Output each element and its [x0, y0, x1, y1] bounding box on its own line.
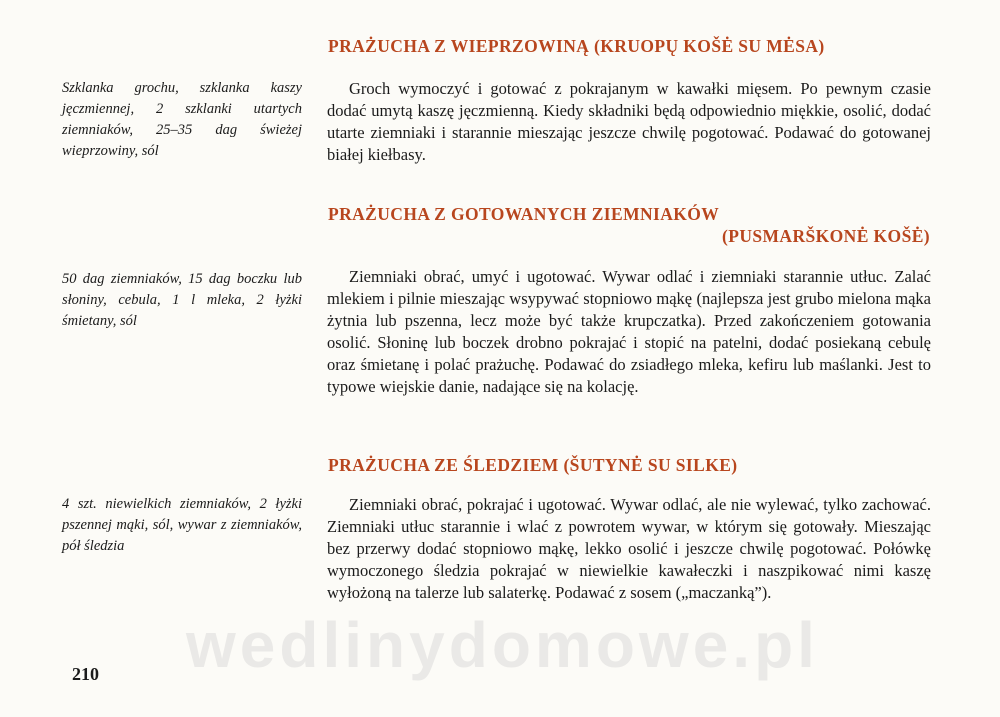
recipe-2-ingredients: 50 dag ziemniaków, 15 dag boczku lub słoniny, cebula, 1 l mleka, 2 łyżki śmietany, sól — [62, 271, 302, 329]
recipe-2-title-line2: (PUSMARŠKONĖ KOŠĖ) — [722, 226, 930, 246]
recipe-3-title: PRAŻUCHA ZE ŚLEDZIEM (ŠUTYNĖ SU SILKE) — [328, 455, 738, 475]
recipe-3-ingredients: 4 szt. niewielkich ziemniaków, 2 łyżki pszennej mąki, sól, wywar z ziemniaków, pół śledzia — [62, 496, 302, 554]
recipe-1-title: PRAŻUCHA Z WIEPRZOWINĄ (KRUOPŲ KOŠĖ SU MĖSA) — [328, 36, 825, 56]
recipe-2-title: PRAŻUCHA Z GOTOWANYCH ZIEMNIAKÓW — [328, 204, 720, 224]
watermark: wedlinydomowe.pl — [186, 609, 819, 681]
recipe-3-instructions: Ziemniaki obrać, pokrajać i ugotować. Wywar odlać, ale nie wylewać, tylko zachować. Ziemniaki utłuc starannie i wlać z powrotem wywar, w którym się gotowały. Mieszając bez przerwy dodać stopniowo mąkę, lekko osolić i jeszcze chwilę pogotować. Połówkę wymoczonego śledzia pokrajać w niewielkie kawałeczki i naszpikować nimi kaszę wyłożoną na talerze lub salaterkę. Podawać z sosem („maczanką”). — [327, 495, 931, 602]
recipe-2-instructions: Ziemniaki obrać, umyć i ugotować. Wywar odlać i ziemniaki starannie utłuc. Zalać mlekiem i pilnie mieszając wsypywać stopniowo mąkę (najlepsza jest grubo mielona mąka żytnia lub pszenna, lecz może być także krupczatka). Przed zakończeniem gotowania osolić. Słoninę lub boczek drobno pokrajać i stopić na patelni, dodać posiekaną cebulę oraz śmietanę i polać prażuchę. Podawać do zsiadłego mleka, kefiru lub maślanki. Jest to typowe wiejskie danie, nadające się na kolację. — [327, 267, 931, 396]
recipe-1-instructions: Groch wymoczyć i gotować z pokrajanym w kawałki mięsem. Po pewnym czasie dodać umytą kaszę jęczmienną. Kiedy składniki będą odpowiednio miękkie, osolić, dodać utarte ziemniaki i starannie mieszając jeszcze chwilę pogotować. Podawać do gotowanej białej kiełbasy. — [327, 79, 931, 164]
recipe-1-ingredients: Szklanka grochu, szklanka kaszy jęczmiennej, 2 szklanki utartych ziemniaków, 25–35 dag świeżej wieprzowiny, sól — [62, 80, 302, 159]
page-number: 210 — [72, 664, 99, 684]
